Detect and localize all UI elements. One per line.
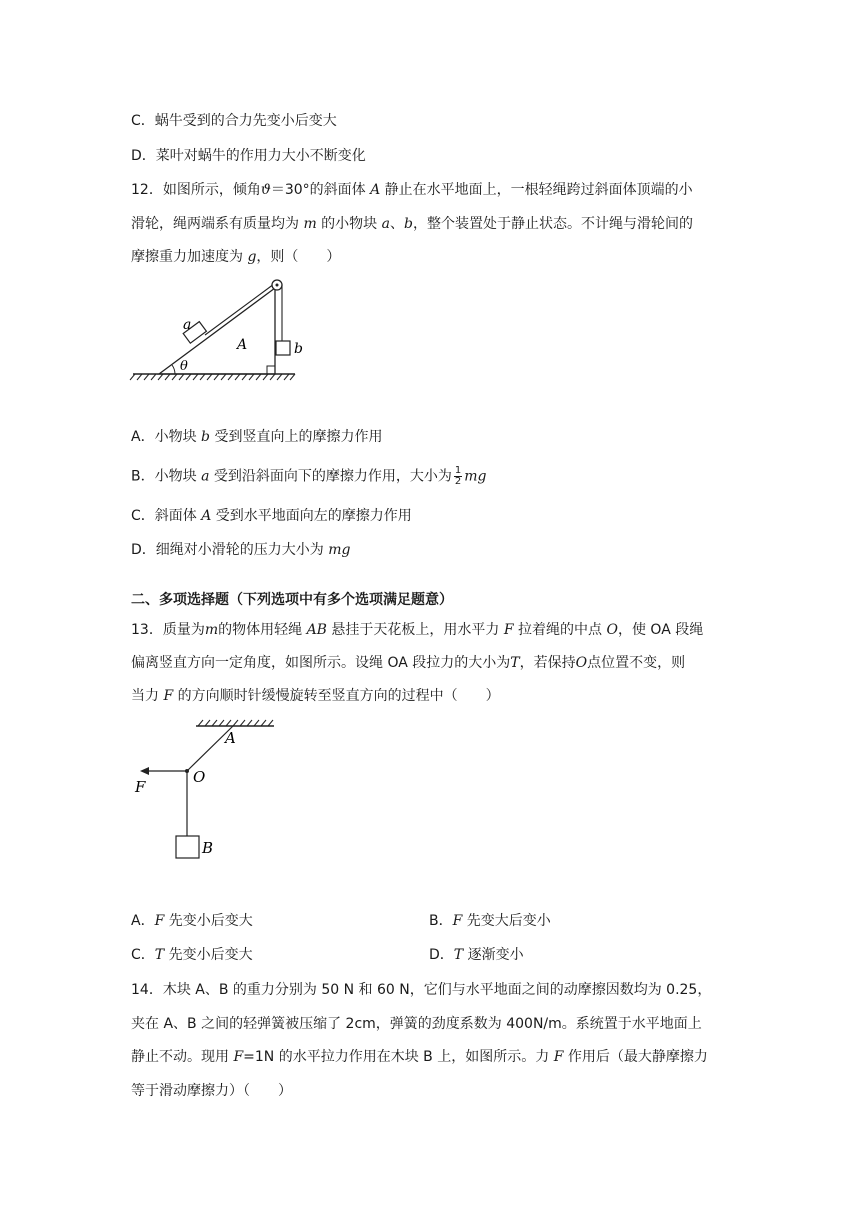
q12-stem-line2: 滑轮，绳两端系有质量均为 m 的小物块 a、b，整个装置处于静止状态。不计绳与滑轮间的: [131, 216, 693, 232]
q12-fig-label-b: b: [294, 341, 303, 357]
q12-option-a: A．小物块 b 受到竖直向上的摩擦力作用: [131, 429, 383, 445]
q13-fig-label-O: O: [193, 768, 206, 786]
q12-incline-figure: [125, 272, 305, 384]
q14-stem-line4: 等于滑动摩擦力）（ ）: [131, 1083, 292, 1099]
q13-fig-label-B: B: [202, 839, 214, 857]
q11-option-d: D．菜叶对蜗牛的作用力大小不断变化: [131, 148, 366, 164]
q13-rope-figure: [128, 712, 288, 864]
q13-option-b: B．F 先变大后变小: [429, 913, 551, 929]
q12-option-b: B．小物块 a 受到沿斜面向下的摩擦力作用，大小为 $\frac{1}{2}$ mg: [131, 465, 487, 487]
q14-stem-line3: 静止不动。现用 F=1N 的水平拉力作用在木块 B 上，如图所示。力 F 作用后（最大静摩擦力: [131, 1049, 708, 1065]
q12-fig-label-A: A: [237, 337, 248, 353]
q13-fig-label-A: A: [225, 729, 236, 747]
section-2-heading: 二、多项选择题（下列选项中有多个选项满足题意）: [131, 592, 453, 608]
q12-fraction-half: $\frac{1}{2}$: [454, 465, 462, 487]
q13-option-c: C．T 先变小后变大: [131, 947, 253, 963]
q13-stem-line1: 13．质量为m的物体用轻绳 AB 悬挂于天花板上，用水平力 F 拉着绳的中点 O，使 OA 段绳: [131, 622, 704, 638]
q13-option-a: A．F 先变小后变大: [131, 913, 253, 929]
q11-option-c: C．蜗牛受到的合力先变小后变大: [131, 113, 337, 129]
q12-option-d: D．细绳对小滑轮的压力大小为 mg: [131, 542, 351, 558]
q12-stem-line3: 摩擦重力加速度为 g，则（ ）: [131, 249, 341, 265]
q12-fig-label-a: a: [183, 317, 192, 333]
q13-option-d: D．T 逐渐变小: [429, 947, 524, 963]
q12-stem-line1: 12．如图所示，倾角ϑ＝30°的斜面体 A 静止在水平地面上，一根轻绳跨过斜面体顶端的小: [131, 182, 693, 198]
q13-fig-label-F: F: [135, 778, 146, 796]
q12-option-c: C．斜面体 A 受到水平地面向左的摩擦力作用: [131, 508, 412, 524]
q14-stem-line1: 14．木块 A、B 的重力分别为 50 N 和 60 N，它们与水平地面之间的动摩擦因数均为 0.25，: [131, 982, 712, 998]
q13-stem-line3: 当力 F 的方向顺时针缓慢旋转至竖直方向的过程中（ ）: [131, 688, 500, 704]
q14-stem-line2: 夹在 A、B 之间的轻弹簧被压缩了 2cm，弹簧的劲度系数为 400N/m。系统置于水平地面上: [131, 1016, 702, 1032]
q12-fig-label-theta: θ: [180, 359, 188, 374]
q13-stem-line2: 偏离竖直方向一定角度，如图所示。设绳 OA 段拉力的大小为T，若保持O点位置不变，则: [131, 655, 686, 671]
